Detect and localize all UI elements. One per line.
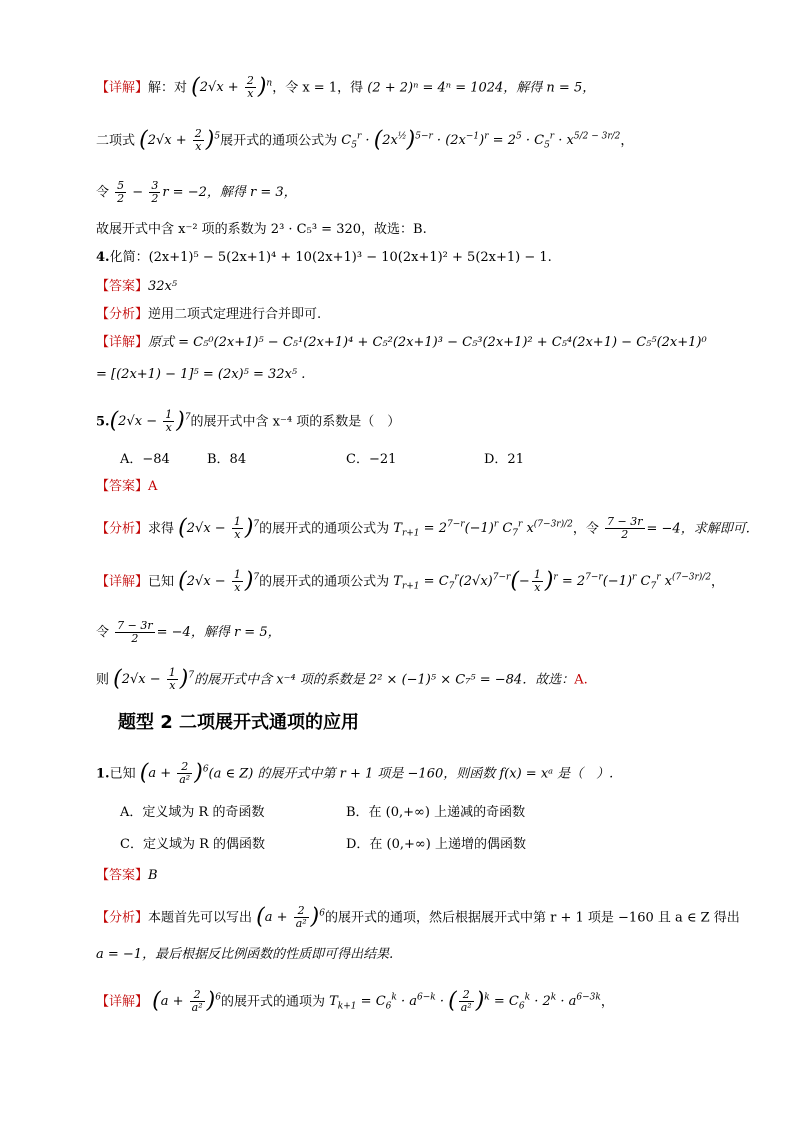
detail-line-1: 【详解】解：对 (2√x + $\frac{2}{x}$ )$^n$，令 x = 1，得 (2 + 2)ⁿ = 4ⁿ = 1024，解得 n = 5， [96, 74, 596, 101]
binomial-expr: (2√x + $\frac{2}{x}$ )$^n$ [191, 74, 273, 101]
t1-analysis-2: a = −1，最后根据反比例函数的性质即可得出结果. [96, 947, 394, 962]
q5-option-c[interactable]: C．−21 [346, 452, 397, 467]
detail-line-2: 二项式 (2√x + $\frac{2}{x}$ )$^5$展开式的通项公式为 $C_5^r \cdot (2x^{\frac{1}{2}})^{5-r} \cdot (2x^{-1})^r = 2^5 \cdot C_5^r \cdot x^{5/2 - 3r/2}$， [96, 127, 634, 154]
detail-line-4: 故展开式中含 x⁻² 项的系数为 2³ · C₅³ = 320，故选：B. [96, 222, 427, 237]
q5-detail-2: 令 $\frac{7 - 3r}{2}$ = −4，解得 r = 5， [96, 619, 281, 645]
t1-option-a[interactable]: A．定义域为 R 的奇函数 [120, 805, 265, 820]
q5-option-b[interactable]: B．84 [207, 452, 247, 467]
question-5: 5.(2√x − $\frac{1}{x}$ )$^7$的展开式中含 x⁻⁴ 项的系数是（ ） [96, 408, 401, 435]
question-4: 4.化简：(2x+1)⁵ − 5(2x+1)⁴ + 10(2x+1)³ − 10(2x+1)² + 5(2x+1) − 1. [96, 250, 552, 265]
q4-detail-2: = [(2x+1) − 1]⁵ = (2x)⁵ = 32x⁵ . [96, 367, 306, 382]
t1-option-c[interactable]: C．定义域为 R 的偶函数 [120, 837, 265, 852]
general-term-formula: $C_5^r \cdot (2x^{\frac{1}{2}})^{5-r} \cdot (2x^{-1})^r = 2^5 \cdot C_5^r \cdot x^{5/2 - 3r/2}$ [341, 127, 621, 153]
q5-detail-1: 【详解】已知 (2√x − $\frac{1}{x}$ )$^7$的展开式的通项公式为 $T_{r+1} = C_7^r(2√x)^{7-r}(-$ $\frac{1}{x}$ )$^r = 2^{7-r}(-1)^r$ $C_7^r$ $x^{(7-3r)/2}$， [96, 568, 725, 595]
t1-option-d[interactable]: D．在 (0,+∞) 上递增的偶函数 [346, 837, 526, 852]
q5-answer: 【答案】A [96, 479, 158, 494]
q5-option-d[interactable]: D．21 [484, 452, 524, 467]
t1-question-1: 1.已知 (a + $\frac{2}{\text{a²}}$ )$^6$(a ∈ Z) 的展开式中第 r + 1 项是 −160，则函数 f(x) = xᵃ 是（ ）. [96, 760, 614, 787]
q4-detail-1: 【详解】原式 = C₅⁰(2x+1)⁵ − C₅¹(2x+1)⁴ + C₅²(2x+1)³ − C₅³(2x+1)² + C₅⁴(2x+1) − C₅⁵(2x+1)⁰ [96, 335, 707, 350]
detail-line-3: 令 $\frac{5}{2}$ − $\frac{3}{2}$ r = −2，解得 r = 3， [96, 179, 297, 205]
q4-answer: 【答案】32x⁵ [96, 279, 178, 294]
t1-analysis-1: 【分析】本题首先可以写出 (a + $\frac{2}{\text{a²}}$ )$^6$的展开式的通项，然后根据展开式中第 r + 1 项是 −160 且 a ∈ Z 得出 [96, 904, 740, 931]
q5-analysis: 【分析】求得 (2√x − $\frac{1}{x}$ )$^7$的展开式的通项公式为 $T_{r+1} = 2^{7-r}(-1)^r$ $C_7^r$ $x^{(7-3r)/2}$，令 $\frac{7 - 3r}{2}$ = −4，求解即可. [96, 515, 750, 542]
section-title: 题型 2 二项展开式通项的应用 [118, 712, 360, 733]
t1-answer: 【答案】B [96, 868, 158, 883]
q5-option-a[interactable]: A．−84 [120, 452, 170, 467]
q5-detail-3: 则 (2√x − $\frac{1}{x}$ )$^7$的展开式中含 x⁻⁴ 项的系数是 2² × (−1)⁵ × C₇⁵ = −84．故选：A. [96, 666, 588, 693]
t1-option-b[interactable]: B．在 (0,+∞) 上递减的奇函数 [346, 805, 526, 820]
t1-detail: 【详解】 (a + $\frac{2}{\text{a²}}$ )$^6$的展开式的通项为 $T_{k+1} = C_6^k \cdot a^{6-k}$ · ( $\frac{2}{\text{a²}}$ )$^k = C_6^k \cdot 2^k \cdot a^{6-3k}$， [96, 988, 614, 1015]
q4-analysis: 【分析】逆用二项式定理进行合并即可. [96, 307, 322, 322]
detail-tag: 【详解】 [96, 80, 149, 96]
